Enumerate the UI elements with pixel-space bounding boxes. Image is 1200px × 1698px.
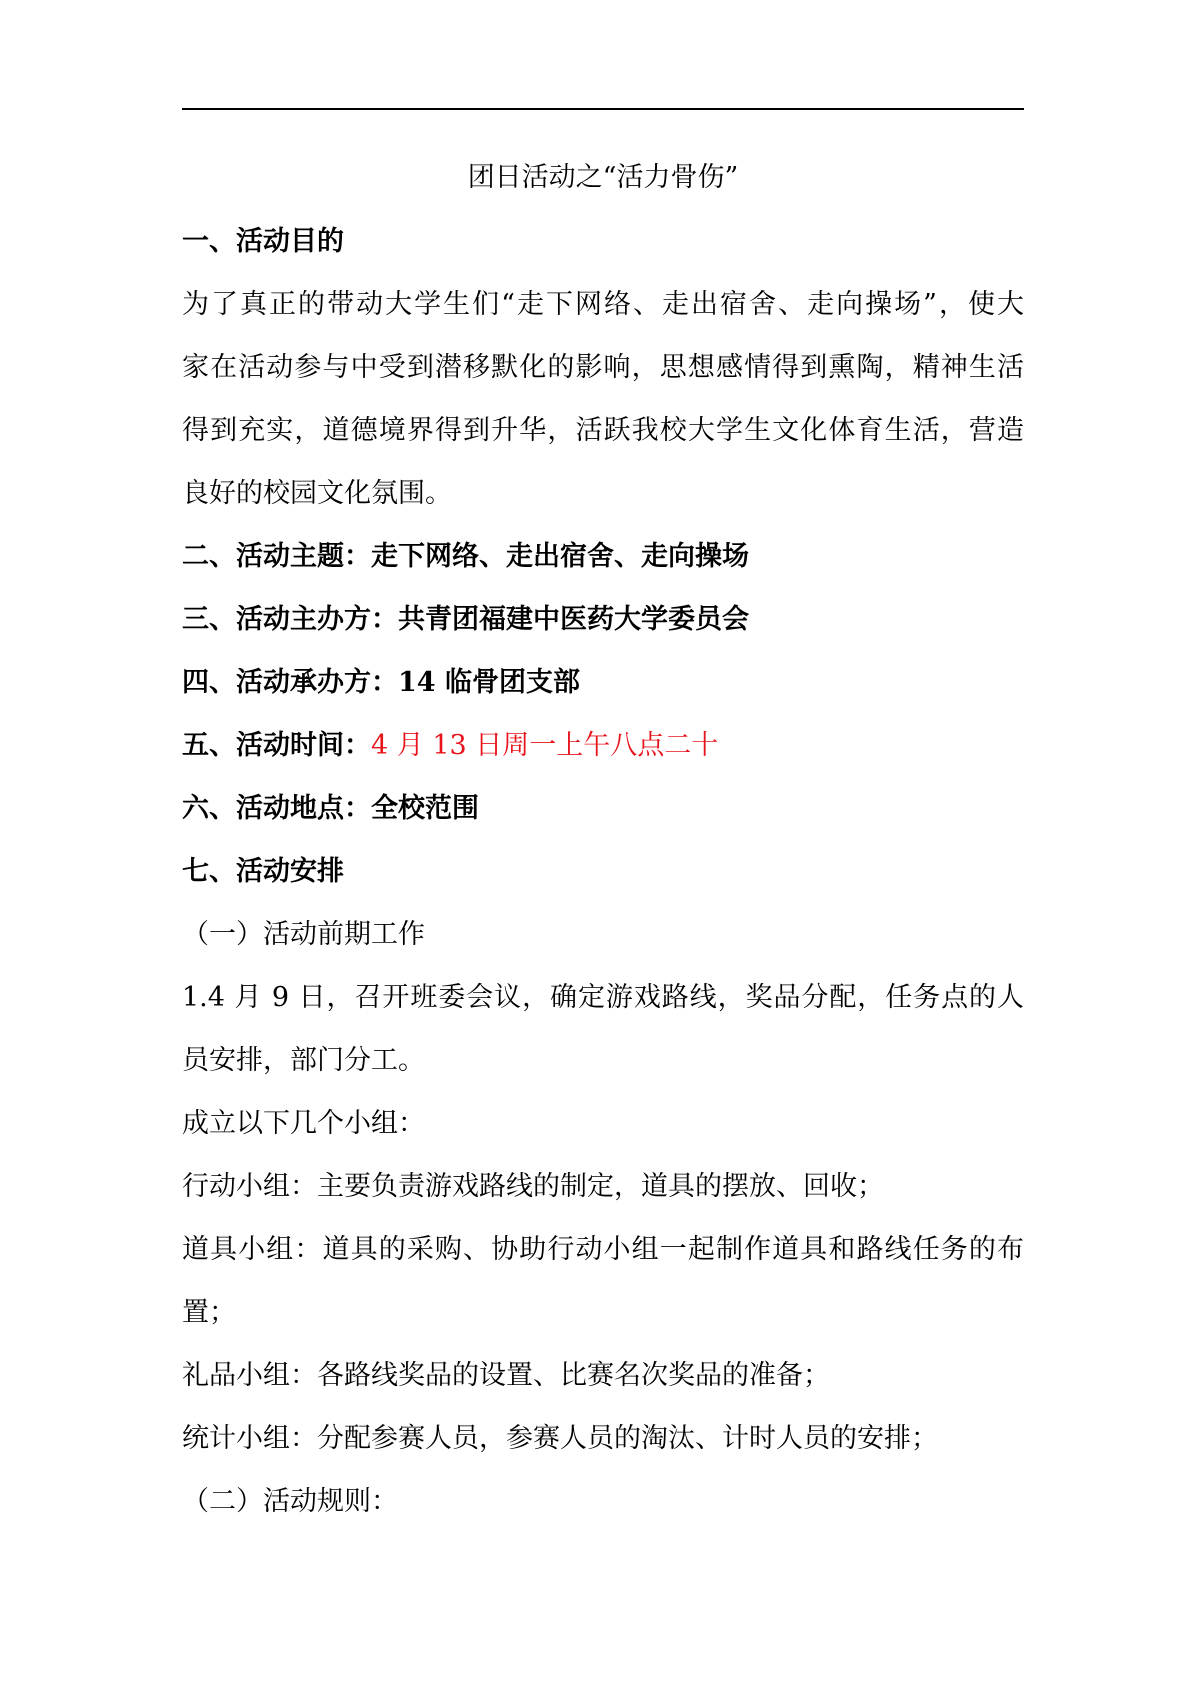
time-line: [182, 726, 1024, 766]
group-action: 行动小组：主要负责游戏路线的制定，道具的摆放、回收；: [182, 1171, 884, 1202]
purpose-heading: 一、活动目的: [182, 226, 344, 257]
group-props-line-2: 置；: [182, 1297, 236, 1328]
prep-line-2: 员安排，部门分工。: [182, 1045, 425, 1076]
document-page: [182, 0, 1024, 1698]
arrangement-heading: 七、活动安排: [182, 856, 344, 887]
group-gifts: 礼品小组：各路线奖品的设置、比赛名次奖品的准备；: [182, 1360, 830, 1391]
group-stats: 统计小组：分配参赛人员，参赛人员的淘汰、计时人员的安排；: [182, 1423, 938, 1454]
location-line: 六、活动地点：全校范围: [182, 793, 479, 824]
time-value: 4 月 13 日周一上午八点二十: [371, 730, 719, 761]
purpose-line-3: 得到充实，道德境界得到升华，活跃我校大学生文化体育生活，营造: [182, 415, 1024, 446]
host-line: 四、活动承办方：14 临骨团支部: [182, 667, 580, 698]
organizer-line: 三、活动主办方：共青团福建中医药大学委员会: [182, 604, 749, 635]
theme-line: 二、活动主题：走下网络、走出宿舍、走向操场: [182, 541, 749, 572]
header-rule: [182, 108, 1024, 110]
groups-intro: 成立以下几个小组：: [182, 1108, 425, 1139]
prep-line-1: 1.4 月 9 日，召开班委会议，确定游戏路线，奖品分配，任务点的人: [182, 982, 1024, 1013]
purpose-line-2: 家在活动参与中受到潜移默化的影响，思想感情得到熏陶，精神生活: [182, 352, 1024, 383]
rules-heading: （二）活动规则：: [182, 1486, 398, 1517]
purpose-line-1: 为了真正的带动大学生们“走下网络、走出宿舍、走向操场”，使大: [182, 289, 1024, 320]
document-title: 团日活动之“活力骨伤”: [467, 162, 739, 193]
group-props-line-1: 道具小组：道具的采购、协助行动小组一起制作道具和路线任务的布: [182, 1234, 1024, 1265]
time-label: 五、活动时间：: [182, 730, 371, 761]
purpose-line-4: 良好的校园文化氛围。: [182, 478, 452, 509]
prep-heading: （一）活动前期工作: [182, 919, 425, 950]
